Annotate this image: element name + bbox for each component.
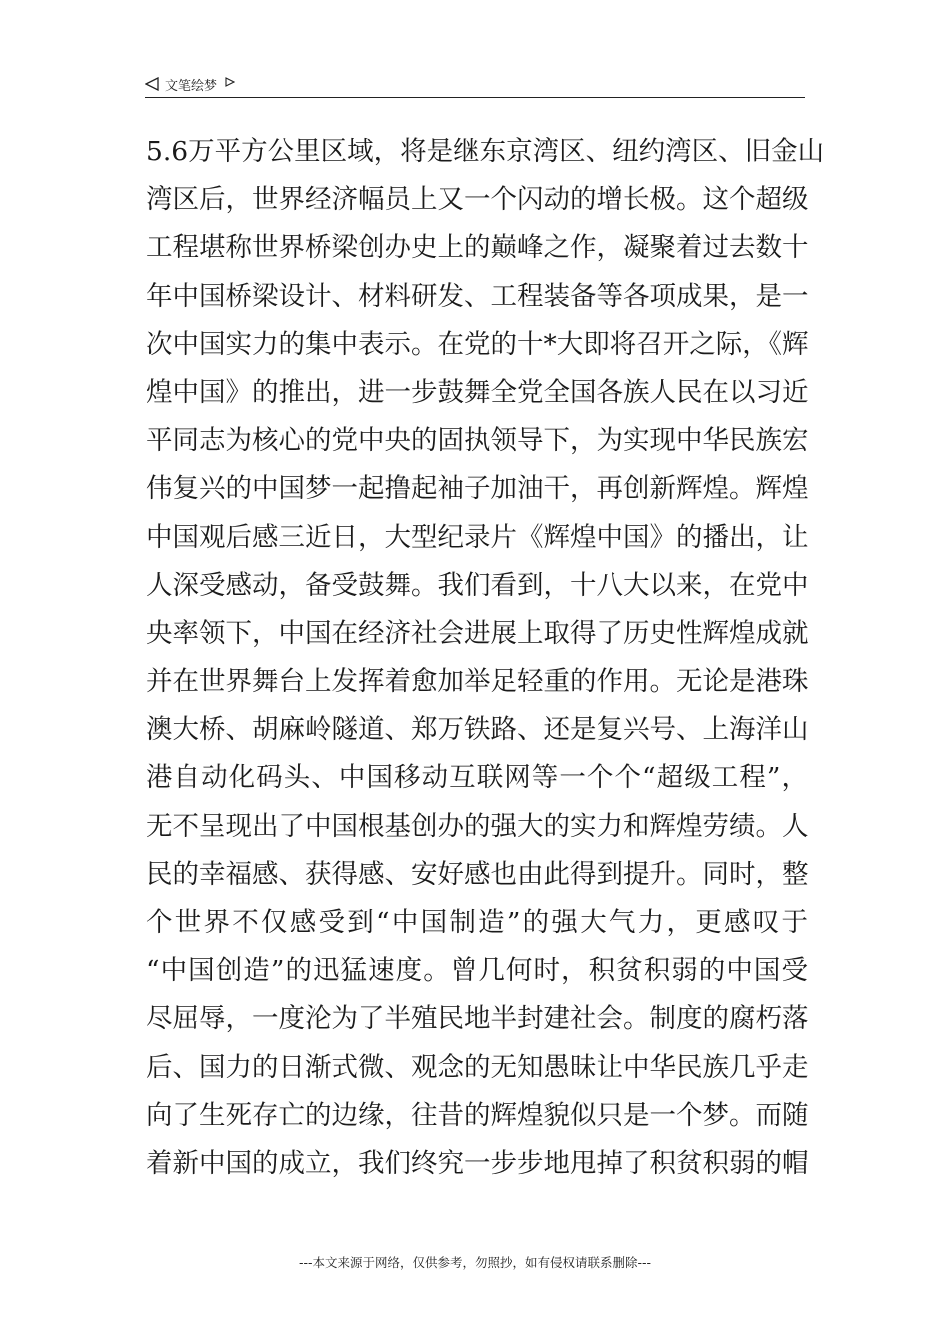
text-line: 并在世界舞台上发挥着愈加举足轻重的作用。无论是港珠 <box>146 666 809 698</box>
text-line: 尽屈辱，一度沦为了半殖民地半封建社会。制度的腐朽落 <box>146 1003 809 1035</box>
page-header <box>145 72 805 98</box>
body-text <box>146 128 825 1188</box>
header-row <box>145 72 805 96</box>
footer-disclaimer: ---本文来源于网络，仅供参考，勿照抄，如有侵权请联系删除--- <box>298 1255 652 1270</box>
text-line: 后、国力的日渐式微、观念的无知愚昧让中华民族几乎走 <box>146 1051 809 1083</box>
text-line: 澳大桥、胡麻岭隧道、郑万铁路、还是复兴号、上海洋山 <box>146 714 809 746</box>
header-title: 文笔绘梦 <box>165 78 218 94</box>
text-line: 中国观后感三近日，大型纪录片《辉煌中国》的播出，让 <box>146 521 809 553</box>
text-line: 无不呈现出了中国根基创办的强大的实力和辉煌劳绩。人 <box>146 810 809 842</box>
triangle-left-icon <box>145 77 159 91</box>
text-line: 平同志为核心的党中央的固执领导下，为实现中华民族宏 <box>146 425 809 457</box>
text-line: 港自动化码头、中国移动互联网等一个个“超级工程”， <box>146 762 808 794</box>
text-line: 向了生死存亡的边缘，往昔的辉煌貌似只是一个梦。而随 <box>146 1099 809 1131</box>
text-line: 工程堪称世界桥梁创办史上的巅峰之作，凝聚着过去数十 <box>146 232 809 264</box>
text-line: 央率领下，中国在经济社会进展上取得了历史性辉煌成就 <box>146 617 809 649</box>
text-line: 人深受感动，备受鼓舞。我们看到，十八大以来，在党中 <box>146 569 809 601</box>
text-line: 煌中国》的推出，进一步鼓舞全党全国各族人民在以习近 <box>146 376 809 408</box>
text-line: 5.6万平方公里区域，将是继东京湾区、纽约湾区、旧金山 <box>146 136 825 167</box>
text-line: 年中国桥梁设计、材料研发、工程装备等各项成果，是一 <box>146 280 809 312</box>
text-line: “中国创造”的迅猛速度。曾几何时，积贫积弱的中国受 <box>146 955 808 987</box>
text-line: 民的幸福感、获得感、安好感也由此得到提升。同时，整 <box>146 858 809 890</box>
text-line: 着新中国的成立，我们终究一步步地甩掉了积贫积弱的帽 <box>146 1147 809 1179</box>
text-line: 湾区后，世界经济幅员上又一个闪动的增长极。这个超级 <box>146 184 809 216</box>
text-line: 次中国实力的集中表示。在党的十*大即将召开之际，《辉 <box>146 328 809 360</box>
text-line: 伟复兴的中国梦一起撸起袖子加油干，再创新辉煌。辉煌 <box>146 473 809 505</box>
triangle-right-icon <box>225 77 235 87</box>
text-line: 个世界不仅感受到“中国制造”的强大气力，更感叹于 <box>146 907 808 938</box>
